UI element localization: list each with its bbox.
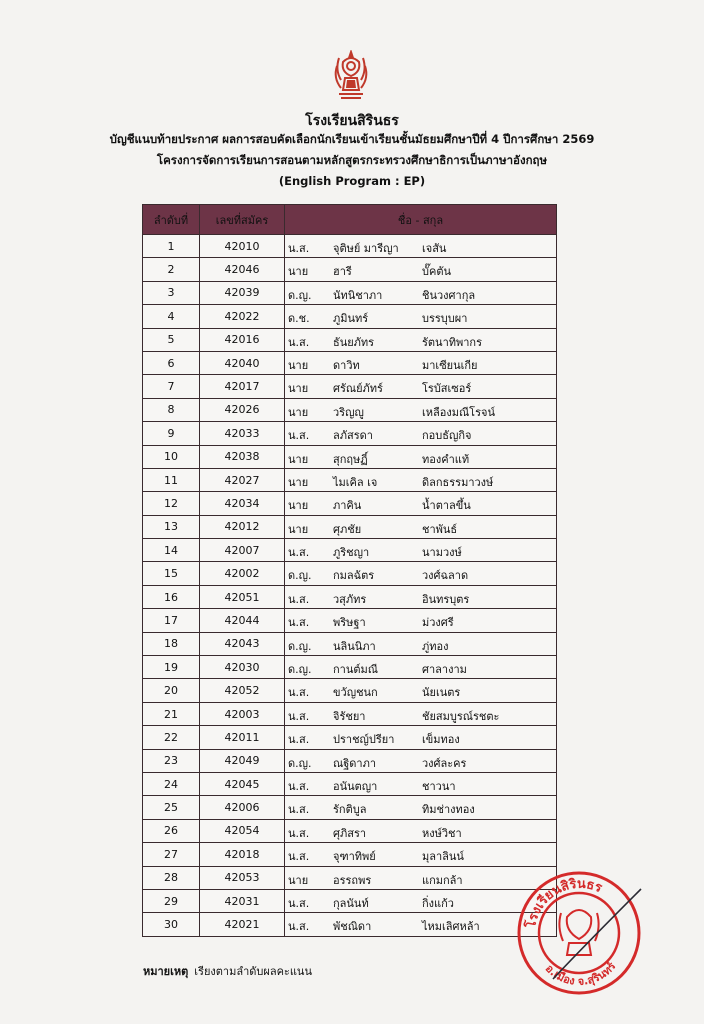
official-seal-stamp [513, 867, 643, 997]
rank-cell: 28 [143, 866, 200, 889]
rank-cell: 3 [143, 281, 200, 304]
name-cell [285, 585, 557, 608]
rank-cell: 29 [143, 889, 200, 912]
name-prefix: น.ส. [288, 920, 310, 934]
name-cell [285, 772, 557, 795]
last-name: บั๊คตัน [422, 265, 452, 279]
first-name: วสุภัทร [333, 592, 367, 606]
application-number-cell: 42033 [200, 422, 285, 445]
name-cell [285, 422, 557, 445]
name-cell [285, 749, 557, 772]
name-cell [285, 258, 557, 281]
name-cell [285, 609, 557, 632]
table-row [143, 468, 557, 491]
last-name: เจสัน [422, 242, 447, 255]
last-name: ไหมเลิศหล้า [422, 920, 480, 934]
last-name: อินทรบุตร [422, 592, 470, 606]
last-name: ชัยสมบูรณ์รชตะ [422, 709, 500, 723]
results-table [142, 204, 557, 937]
name-cell [285, 656, 557, 679]
rank-cell: 10 [143, 445, 200, 468]
table-row [143, 515, 557, 538]
program-code: (English Program : EP) [278, 174, 426, 188]
name-prefix: ด.ช. [288, 312, 310, 326]
first-name: กมลฉัตร [333, 569, 375, 583]
table-row [143, 585, 557, 608]
table-row [143, 726, 557, 749]
name-cell [285, 492, 557, 515]
table-row [143, 843, 557, 866]
application-number-cell: 42049 [200, 749, 285, 772]
first-name: จุติษย์ มารีญา [333, 242, 399, 255]
name-prefix: น.ส. [288, 779, 310, 793]
name-prefix: น.ส. [288, 896, 310, 910]
first-name: รักติบูล [333, 803, 367, 817]
name-prefix: นาย [288, 358, 309, 372]
rank-cell: 5 [143, 328, 200, 351]
table-header-row [143, 205, 557, 235]
rank-cell: 30 [143, 913, 200, 936]
table-row [143, 702, 557, 725]
application-number-cell: 42018 [200, 843, 285, 866]
first-name: กุลนันท์ [333, 896, 369, 910]
table-row [143, 796, 557, 819]
name-prefix: ด.ญ. [288, 569, 312, 583]
first-name: ฮารี [333, 265, 352, 279]
first-name: พริษฐา [333, 616, 366, 630]
first-name: ภาคิน [333, 499, 362, 513]
name-prefix: น.ส. [288, 335, 310, 349]
name-cell [285, 281, 557, 304]
last-name: ชาวนา [422, 779, 456, 793]
name-cell [285, 726, 557, 749]
application-number-cell: 42002 [200, 562, 285, 585]
header-rank: ลำดับที่ [143, 205, 200, 235]
application-number-cell: 42040 [200, 351, 285, 374]
first-name: ศุภชัย [333, 522, 362, 536]
name-prefix: น.ส. [288, 850, 310, 864]
name-prefix: น.ส. [288, 242, 310, 255]
application-number-cell: 42034 [200, 492, 285, 515]
name-prefix: น.ส. [288, 826, 310, 840]
first-name: กานต์มณี [333, 663, 378, 677]
first-name: อรรถพร [333, 873, 372, 887]
rank-cell: 23 [143, 749, 200, 772]
rank-cell: 12 [143, 492, 200, 515]
table-row [143, 889, 557, 912]
rank-cell: 4 [143, 305, 200, 328]
table-row [143, 492, 557, 515]
application-number-cell: 42038 [200, 445, 285, 468]
table-row [143, 281, 557, 304]
rank-cell: 24 [143, 772, 200, 795]
rank-cell: 26 [143, 819, 200, 842]
rank-cell: 27 [143, 843, 200, 866]
rank-cell: 18 [143, 632, 200, 655]
rank-cell: 7 [143, 375, 200, 398]
application-number-cell: 42051 [200, 585, 285, 608]
first-name: ณฐิดาภา [333, 756, 377, 770]
name-prefix: ด.ญ. [288, 756, 312, 770]
header-name: ชื่อ - สกุล [285, 205, 557, 235]
name-cell [285, 562, 557, 585]
name-cell [285, 398, 557, 421]
table-row [143, 679, 557, 702]
first-name: ลภัสรดา [333, 429, 373, 443]
table-row [143, 772, 557, 795]
name-cell [285, 796, 557, 819]
first-name: พัชณิดา [333, 920, 372, 934]
last-name: ชินวงศากุล [422, 288, 476, 302]
last-name: หงษ์วิชา [422, 826, 462, 840]
last-name: ชาพันธ์ [422, 522, 458, 536]
name-cell [285, 375, 557, 398]
name-cell [285, 679, 557, 702]
name-prefix: น.ส. [288, 686, 310, 700]
first-name: ภูริชญา [333, 546, 370, 560]
first-name: อนันตญา [333, 779, 378, 793]
table-row [143, 632, 557, 655]
last-name: ศาลางาม [422, 663, 467, 677]
name-prefix: น.ส. [288, 733, 310, 747]
application-number-cell: 42030 [200, 656, 285, 679]
footnote-label: หมายเหตุ [143, 965, 189, 978]
name-cell [285, 702, 557, 725]
name-prefix: นาย [288, 382, 309, 396]
name-cell [285, 539, 557, 562]
name-prefix: ด.ญ. [288, 639, 312, 653]
application-number-cell: 42010 [200, 235, 285, 258]
table-row [143, 351, 557, 374]
first-name: นลินนิภา [333, 639, 376, 653]
rank-cell: 19 [143, 656, 200, 679]
table-row [143, 398, 557, 421]
application-number-cell: 42021 [200, 913, 285, 936]
application-number-cell: 42043 [200, 632, 285, 655]
name-cell [285, 305, 557, 328]
name-cell [285, 819, 557, 842]
rank-cell: 6 [143, 351, 200, 374]
last-name: บรรบุบผา [422, 312, 468, 326]
name-prefix: ด.ญ. [288, 663, 312, 677]
name-prefix: นาย [288, 499, 309, 513]
table-row [143, 913, 557, 936]
last-name: ดิลกธรรมาวงษ์ [422, 475, 494, 489]
rank-cell: 1 [143, 235, 200, 258]
last-name: นามวงษ์ [422, 546, 462, 560]
application-number-cell: 42027 [200, 468, 285, 491]
application-number-cell: 42053 [200, 866, 285, 889]
name-prefix: นาย [288, 475, 309, 489]
announcement-title: บัญชีแนบท้ายประกาศ ผลการสอบคัดเลือกนักเรียนเข้าเรียนชั้นมัธยมศึกษาปีที่ 4 ปีการศึกษา 2569 [109, 132, 595, 146]
table-row [143, 235, 557, 258]
school-emblem-icon [331, 50, 371, 106]
first-name: ศรัณย์ภัทร์ [333, 382, 383, 396]
name-cell [285, 235, 557, 258]
last-name: น้ำตาลขึ้น [422, 499, 471, 513]
name-prefix: น.ส. [288, 546, 310, 560]
last-name: นัยเนตร [422, 686, 461, 700]
rank-cell: 2 [143, 258, 200, 281]
application-number-cell: 42044 [200, 609, 285, 632]
application-number-cell: 42031 [200, 889, 285, 912]
table-row [143, 819, 557, 842]
first-name: จุฑาทิพย์ [333, 850, 376, 864]
application-number-cell: 42012 [200, 515, 285, 538]
last-name: แกมกล้า [422, 873, 463, 887]
table-row [143, 562, 557, 585]
first-name: วริญญู [333, 405, 364, 419]
table-row [143, 422, 557, 445]
header-app-no: เลขที่สมัคร [200, 205, 285, 235]
application-number-cell: 42022 [200, 305, 285, 328]
application-number-cell: 42017 [200, 375, 285, 398]
table-row [143, 539, 557, 562]
rank-cell: 17 [143, 609, 200, 632]
svg-text:อ.เมือง จ.สุรินทร์: อ.เมือง จ.สุรินทร์ [542, 959, 619, 988]
footnote [143, 962, 312, 980]
name-cell [285, 632, 557, 655]
last-name: ภู่ทอง [422, 639, 449, 653]
table-row [143, 328, 557, 351]
rank-cell: 21 [143, 702, 200, 725]
first-name: ดาวิท [333, 358, 360, 372]
name-prefix: นาย [288, 265, 309, 279]
name-prefix: ด.ญ. [288, 288, 312, 302]
name-cell [285, 351, 557, 374]
last-name: รัตนาทิพากร [422, 335, 482, 349]
rank-cell: 13 [143, 515, 200, 538]
application-number-cell: 42054 [200, 819, 285, 842]
name-cell [285, 328, 557, 351]
last-name: ทองคำแท้ [422, 452, 470, 466]
name-prefix: น.ส. [288, 616, 310, 630]
rank-cell: 16 [143, 585, 200, 608]
school-name: โรงเรียนสิรินธร [305, 113, 399, 129]
application-number-cell: 42046 [200, 258, 285, 281]
name-prefix: น.ส. [288, 592, 310, 606]
last-name: เข็มทอง [422, 733, 460, 747]
name-prefix: น.ส. [288, 709, 310, 723]
application-number-cell: 42016 [200, 328, 285, 351]
rank-cell: 20 [143, 679, 200, 702]
last-name: กอบธัญกิจ [422, 429, 472, 443]
name-cell [285, 445, 557, 468]
first-name: นัทนิชาภา [333, 288, 383, 302]
application-number-cell: 42011 [200, 726, 285, 749]
table-row [143, 656, 557, 679]
name-prefix: นาย [288, 405, 309, 419]
name-cell [285, 468, 557, 491]
rank-cell: 9 [143, 422, 200, 445]
table-row [143, 866, 557, 889]
first-name: ธันยภัทร [333, 335, 375, 349]
name-prefix: นาย [288, 522, 309, 536]
first-name: สุกฤษฏิ์ [333, 452, 368, 466]
footnote-text: เรียงตามลำดับผลคะแนน [194, 965, 312, 978]
last-name: โรบัสเซอร์ [422, 382, 472, 396]
table-row [143, 258, 557, 281]
last-name: วงศ์ละคร [422, 756, 467, 770]
first-name: ศุภิสรา [333, 826, 367, 840]
table-row [143, 375, 557, 398]
name-cell [285, 843, 557, 866]
rank-cell: 15 [143, 562, 200, 585]
last-name: กิ่งแก้ว [422, 896, 454, 910]
name-prefix: นาย [288, 873, 309, 887]
table-row [143, 445, 557, 468]
table-row [143, 305, 557, 328]
rank-cell: 22 [143, 726, 200, 749]
last-name: มาเซียนเกีย [422, 358, 478, 372]
last-name: ม่วงศรี [422, 616, 454, 630]
application-number-cell: 42006 [200, 796, 285, 819]
last-name: มุลาลินน์ [422, 850, 464, 864]
table-row [143, 749, 557, 772]
svg-text:โรงเรียนสิรินธร: โรงเรียนสิรินธร [524, 876, 605, 930]
first-name: จิรัชยา [333, 709, 366, 723]
application-number-cell: 42007 [200, 539, 285, 562]
name-prefix: น.ส. [288, 429, 310, 443]
program-title: โครงการจัดการเรียนการสอนตามหลักสูตรกระทรวงศึกษาธิการเป็นภาษาอังกฤษ [156, 153, 548, 167]
application-number-cell: 42026 [200, 398, 285, 421]
last-name: วงศ์ฉลาด [422, 569, 469, 583]
table-row [143, 609, 557, 632]
name-cell [285, 515, 557, 538]
application-number-cell: 42045 [200, 772, 285, 795]
application-number-cell: 42052 [200, 679, 285, 702]
rank-cell: 25 [143, 796, 200, 819]
application-number-cell: 42039 [200, 281, 285, 304]
rank-cell: 8 [143, 398, 200, 421]
first-name: ปราชญ์ปรียา [333, 733, 395, 747]
first-name: ภูมินทร์ [333, 312, 369, 326]
last-name: ทิมช่างทอง [422, 803, 475, 817]
rank-cell: 14 [143, 539, 200, 562]
application-number-cell: 42003 [200, 702, 285, 725]
last-name: เหลืองมณีโรจน์ [422, 405, 495, 419]
first-name: ไมเคิล เจ [333, 475, 378, 489]
name-prefix: นาย [288, 452, 309, 466]
rank-cell: 11 [143, 468, 200, 491]
first-name: ขวัญชนก [333, 686, 378, 700]
name-prefix: น.ส. [288, 803, 310, 817]
